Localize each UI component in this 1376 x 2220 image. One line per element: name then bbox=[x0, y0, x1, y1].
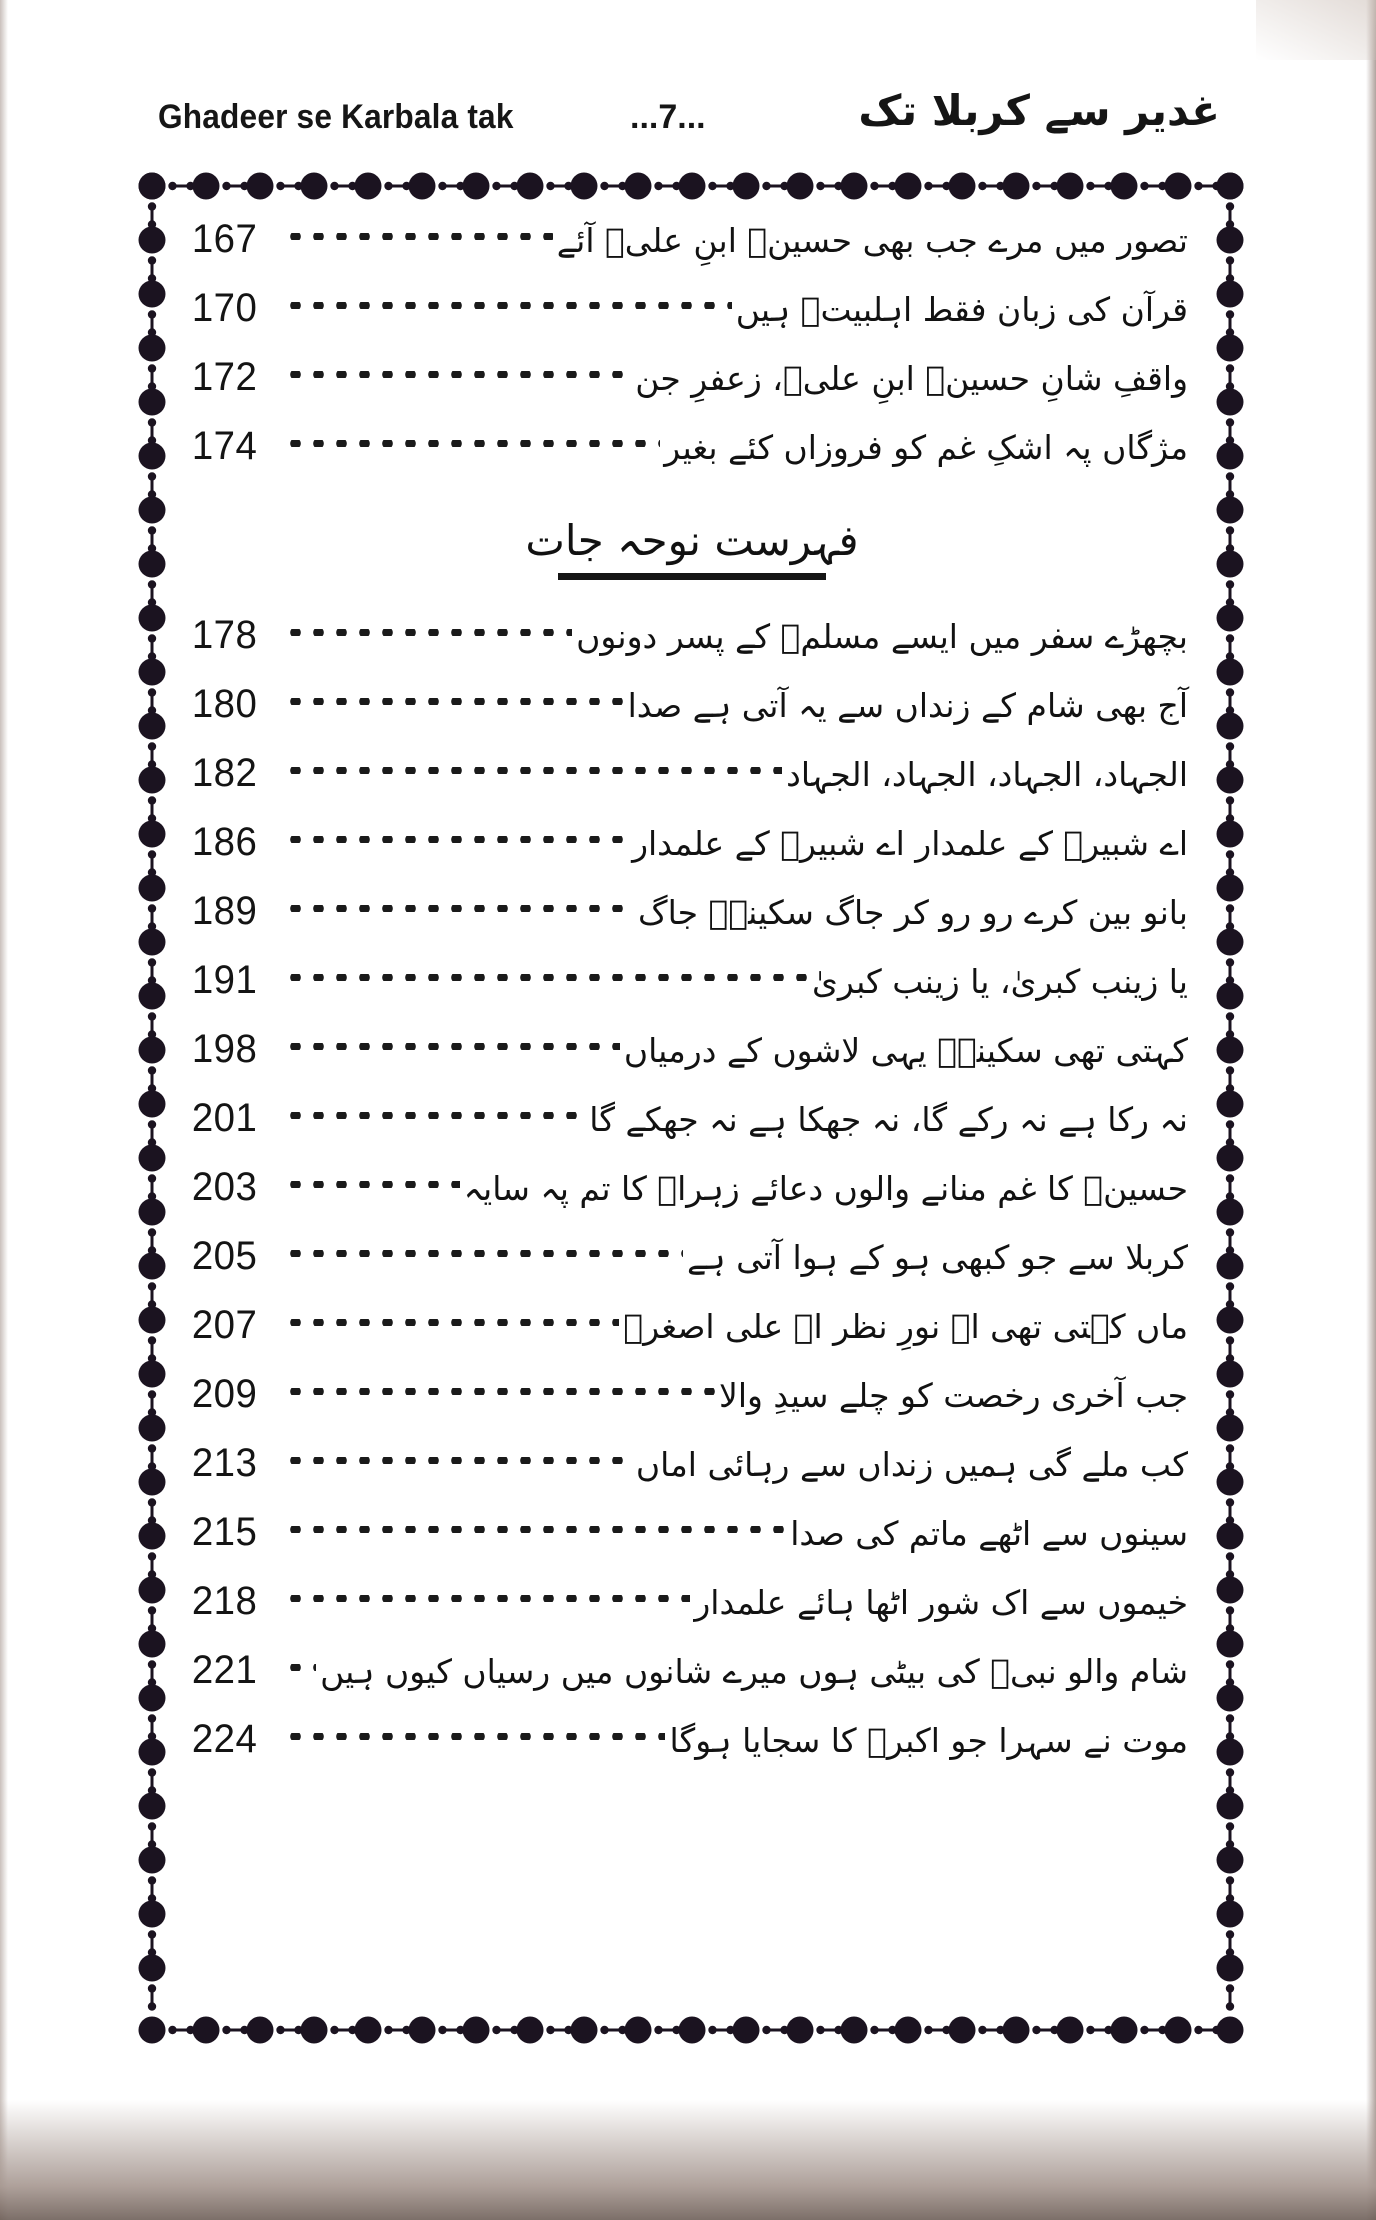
toc-entry[interactable] bbox=[190, 1022, 1194, 1091]
toc-page-number: 180 bbox=[191, 682, 258, 726]
toc-leader-dots bbox=[284, 1022, 620, 1062]
toc-leader-dots bbox=[284, 1712, 665, 1752]
toc-entry-title: بچھڑے سفر میں ایسے مسلمؑ کے پسر دونوں bbox=[576, 617, 1188, 656]
toc-page-number: 186 bbox=[191, 820, 258, 864]
toc-leader-dots bbox=[284, 677, 624, 717]
toc-page-number: 209 bbox=[191, 1372, 258, 1416]
toc-leader-dots bbox=[284, 1367, 715, 1407]
toc-entry[interactable] bbox=[190, 350, 1194, 419]
scan-edge-right bbox=[1366, 0, 1376, 2220]
toc-entry-title: الجہاد، الجہاد، الجہاد، الجہاد bbox=[786, 755, 1188, 794]
section-heading-underline bbox=[558, 573, 826, 580]
toc-leader-dots bbox=[284, 815, 628, 855]
toc-page-number: 221 bbox=[191, 1648, 258, 1692]
toc-leader-dots bbox=[284, 1574, 690, 1614]
scan-edge-bottom bbox=[0, 2100, 1376, 2220]
toc-entry-title: نہ رکا ہے نہ رکے گا، نہ جھکا ہے نہ جھکے گا bbox=[589, 1100, 1188, 1139]
section-heading-label: فہرست نوحہ جات bbox=[525, 516, 859, 565]
toc-leader-dots bbox=[284, 281, 732, 321]
toc-page-number: 170 bbox=[191, 286, 258, 330]
toc-leader-dots bbox=[284, 212, 553, 252]
toc-entry[interactable] bbox=[190, 281, 1194, 350]
toc-leader-dots bbox=[284, 953, 808, 993]
toc-page-number: 178 bbox=[191, 613, 258, 657]
toc-page-number: 203 bbox=[191, 1165, 258, 1209]
toc-entry-title: قرآن کی زبان فقط اہلبیتؑ ہیں bbox=[735, 290, 1188, 329]
toc-page-number: 207 bbox=[191, 1303, 258, 1347]
toc-page-number: 174 bbox=[191, 424, 258, 468]
toc-entry-title: حسینؑ کا غم منانے والوں دعائے زہراؑ کا تم پہ سایہ bbox=[463, 1169, 1188, 1208]
toc-entry-title: سینوں سے اٹھے ماتم کی صدا bbox=[790, 1514, 1188, 1553]
toc-leader-dots bbox=[284, 1160, 460, 1200]
toc-entry[interactable] bbox=[190, 815, 1194, 884]
toc-entry[interactable] bbox=[190, 419, 1194, 488]
toc-page-number: 191 bbox=[191, 958, 258, 1002]
toc-entry[interactable] bbox=[190, 1505, 1194, 1574]
toc-page-number: 198 bbox=[191, 1027, 258, 1071]
toc-entry[interactable] bbox=[190, 1574, 1194, 1643]
toc-page-number: 201 bbox=[191, 1096, 258, 1140]
toc-entry[interactable] bbox=[190, 212, 1194, 281]
toc-entry[interactable] bbox=[190, 1712, 1194, 1781]
toc-leader-dots bbox=[284, 608, 572, 648]
section-heading bbox=[190, 488, 1194, 608]
toc-entry[interactable] bbox=[190, 746, 1194, 815]
toc-entry-title: شام والو نبیؐ کی بیٹی ہوں میرے شانوں میں رسیاں کیوں ہیں bbox=[320, 1652, 1188, 1691]
toc-page-number: 182 bbox=[191, 751, 258, 795]
toc-leader-dots bbox=[284, 1505, 786, 1545]
toc-entry-title: خیموں سے اک شور اٹھا ہائے علمدار bbox=[694, 1583, 1188, 1622]
toc-entry[interactable] bbox=[190, 1229, 1194, 1298]
toc-entry-title: موت نے سہرا جو اکبرؑ کا سجایا ہوگا bbox=[669, 1721, 1188, 1760]
toc-entry-title: اے شبیرؑ کے علمدار اے شبیرؑ کے علمدار bbox=[632, 824, 1188, 863]
header-latin-title: Ghadeer se Karbala tak bbox=[158, 98, 514, 136]
toc-entry[interactable] bbox=[190, 1367, 1194, 1436]
toc-page-number: 215 bbox=[191, 1510, 258, 1554]
toc-entry-title: کہتی تھی سکینہؑ یہی لاشوں کے درمیاں bbox=[623, 1031, 1188, 1070]
toc-page-number: 224 bbox=[191, 1717, 258, 1761]
toc-page-number: 205 bbox=[191, 1234, 258, 1278]
toc-leader-dots bbox=[284, 1643, 316, 1683]
toc-entry-title: واقفِ شانِ حسینؑ ابنِ علیؑ، زعفرِ جن bbox=[635, 359, 1188, 398]
toc-leader-dots bbox=[284, 350, 631, 390]
toc-page-number: 189 bbox=[191, 889, 258, 933]
running-header bbox=[0, 86, 1376, 168]
toc-page-number: 218 bbox=[191, 1579, 258, 1623]
toc-page-number: 167 bbox=[191, 217, 258, 261]
toc-entry-title: تصور میں مرے جب بھی حسینؑ ابنِ علیؑ آئے bbox=[556, 221, 1188, 260]
toc-leader-dots bbox=[284, 884, 634, 924]
toc-entry[interactable] bbox=[190, 1436, 1194, 1505]
scan-edge-left bbox=[0, 0, 8, 2220]
toc-leader-dots bbox=[284, 1229, 683, 1269]
toc-entry[interactable] bbox=[190, 1643, 1194, 1712]
toc-entry-title: یا زینب کبریٰ، یا زینب کبریٰ bbox=[812, 962, 1188, 1001]
toc-page-number: 172 bbox=[191, 355, 258, 399]
toc-entry-title: کب ملے گی ہمیں زنداں سے رہائی اماں bbox=[635, 1445, 1188, 1484]
table-of-contents bbox=[190, 212, 1194, 1781]
toc-entry-title: کربلا سے جو کبھی ہو کے ہوا آتی ہے bbox=[686, 1238, 1188, 1277]
scan-edge-top-right bbox=[1256, 0, 1376, 60]
toc-entry[interactable] bbox=[190, 1160, 1194, 1229]
toc-entry[interactable] bbox=[190, 953, 1194, 1022]
toc-entry[interactable] bbox=[190, 1298, 1194, 1367]
toc-entry[interactable] bbox=[190, 608, 1194, 677]
toc-page-number: 213 bbox=[191, 1441, 258, 1485]
toc-leader-dots bbox=[284, 746, 782, 786]
toc-leader-dots bbox=[284, 419, 660, 459]
toc-leader-dots bbox=[284, 1091, 585, 1131]
toc-entry[interactable] bbox=[190, 884, 1194, 953]
toc-entry-title: بانو بین کرے رو رو کر جاگ سکینہؑ جاگ bbox=[638, 893, 1188, 932]
toc-entry-title: آج بھی شام کے زنداں سے یہ آتی ہے صدا bbox=[627, 686, 1188, 725]
toc-entry[interactable] bbox=[190, 677, 1194, 746]
header-urdu-title: غدیر سے کربلا تک bbox=[858, 86, 1220, 135]
toc-entry[interactable] bbox=[190, 1091, 1194, 1160]
page-folio-number: ...7... bbox=[630, 98, 706, 136]
toc-entry-title: مژگاں پہ اشکِ غم کو فروزاں کئے بغیر bbox=[664, 428, 1188, 467]
toc-entry-title: ماں کہتی تھی اے نورِ نظر اے علی اصغرؑ bbox=[623, 1307, 1188, 1346]
toc-leader-dots bbox=[284, 1298, 619, 1338]
toc-entry-title: جب آخری رخصت کو چلے سیدِ والا bbox=[719, 1376, 1188, 1415]
toc-leader-dots bbox=[284, 1436, 632, 1476]
